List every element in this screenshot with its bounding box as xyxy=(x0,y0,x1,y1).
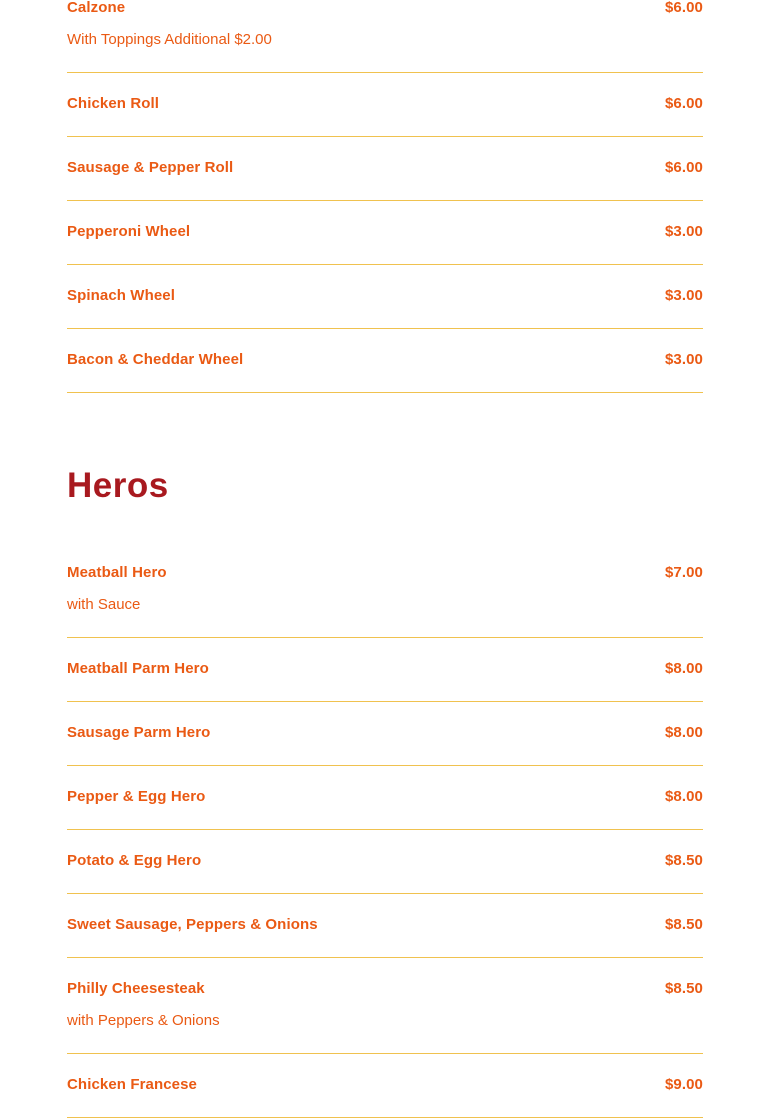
menu-item xyxy=(67,201,703,265)
menu-item xyxy=(67,137,703,201)
menu-item xyxy=(67,830,703,894)
menu-item-name: Sausage Parm Hero xyxy=(67,724,211,741)
menu-item-name: Meatball Hero xyxy=(67,564,167,581)
menu-item-price: $9.00 xyxy=(664,1076,703,1093)
section-title: Heros xyxy=(67,466,169,505)
menu-item-price: $8.50 xyxy=(664,916,703,933)
menu-item-price: $8.50 xyxy=(664,852,703,869)
menu-item xyxy=(67,1054,703,1118)
menu-item xyxy=(67,638,703,702)
menu-item-name: Chicken Francese xyxy=(67,1076,197,1093)
menu-item-price: $8.00 xyxy=(664,788,703,805)
menu-item-name: Philly Cheesesteak xyxy=(67,980,205,997)
menu-item xyxy=(67,556,703,638)
menu-item-name: Meatball Parm Hero xyxy=(67,660,209,677)
menu-item-price: $3.00 xyxy=(664,223,703,240)
menu-item xyxy=(67,958,703,1054)
menu-item-price: $8.00 xyxy=(664,724,703,741)
menu-item xyxy=(67,73,703,137)
menu-item xyxy=(67,702,703,766)
menu-item xyxy=(67,766,703,830)
menu-item-price: $6.00 xyxy=(664,95,703,112)
menu-section-rolls xyxy=(67,0,703,393)
menu-item xyxy=(67,329,703,393)
menu-content xyxy=(67,0,703,1118)
menu-item-name: Chicken Roll xyxy=(67,95,160,112)
menu-item-price: $3.00 xyxy=(664,351,703,368)
menu-item xyxy=(67,265,703,329)
menu-item-description: With Toppings Additional $2.00 xyxy=(67,31,272,48)
menu-item-name: Spinach Wheel xyxy=(67,287,175,304)
menu-item-price: $7.00 xyxy=(664,564,703,581)
menu-item-description: with Sauce xyxy=(67,596,141,613)
menu-item xyxy=(67,0,703,73)
menu-item-name: Sweet Sausage, Peppers & Onions xyxy=(67,916,318,933)
menu-item-price: $8.50 xyxy=(664,980,703,997)
menu-item-name: Bacon & Cheddar Wheel xyxy=(67,351,244,368)
menu-item-price: $3.00 xyxy=(664,287,703,304)
menu-item-price: $6.00 xyxy=(664,159,703,176)
menu-item-name: Potato & Egg Hero xyxy=(67,852,202,869)
menu-item-description: with Peppers & Onions xyxy=(67,1012,220,1029)
menu-section-heros xyxy=(67,466,703,1118)
menu-item xyxy=(67,894,703,958)
menu-item-name: Pepper & Egg Hero xyxy=(67,788,206,805)
menu-item-price: $6.00 xyxy=(664,0,703,16)
menu-item-name: Calzone xyxy=(67,0,126,16)
menu-item-name: Sausage & Pepper Roll xyxy=(67,159,234,176)
menu-item-price: $8.00 xyxy=(664,660,703,677)
menu-item-name: Pepperoni Wheel xyxy=(67,223,191,240)
